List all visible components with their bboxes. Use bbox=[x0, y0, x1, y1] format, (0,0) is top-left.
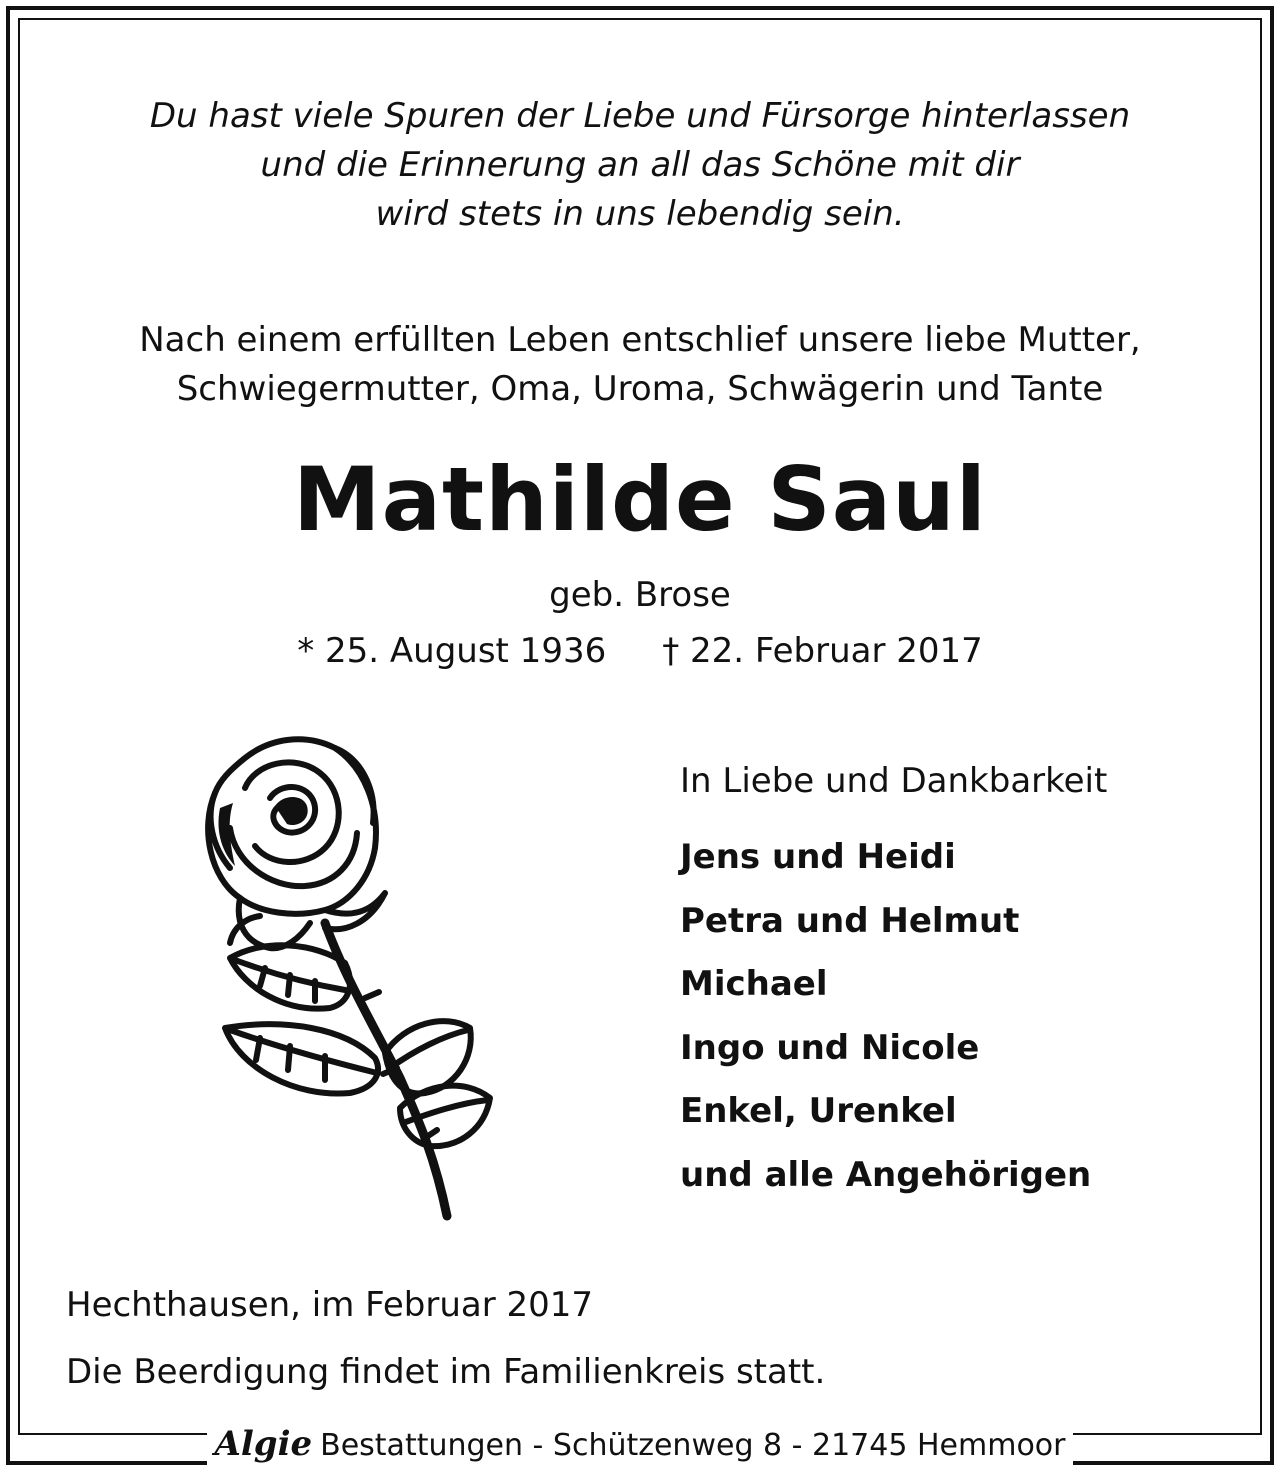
funeral-note: Die Beerdigung findet im Familienkreis statt. bbox=[66, 1352, 826, 1392]
deceased-name: Mathilde Saul bbox=[293, 448, 987, 551]
list-item: Michael bbox=[680, 964, 828, 1004]
quote-line-1: Du hast viele Spuren der Liebe und Fürsorge hinterlassen bbox=[149, 96, 1131, 136]
undertaker-address: Bestattungen - Schützenweg 8 - 21745 Hemmoor bbox=[320, 1428, 1066, 1463]
announcement-intro bbox=[0, 316, 1280, 414]
quote-line-2: und die Erinnerung an all das Schöne mit dir bbox=[260, 145, 1020, 185]
list-item: Ingo und Nicole bbox=[680, 1027, 980, 1068]
intro-line-1: Nach einem erfüllten Leben entschlief unsere liebe Mutter, bbox=[139, 320, 1141, 360]
birth-date: * 25. August 1936 bbox=[297, 631, 607, 671]
rose-icon bbox=[185, 728, 505, 1228]
undertaker-line bbox=[0, 1422, 1280, 1468]
undertaker-label bbox=[207, 1422, 1074, 1468]
undertaker-logo: Algie bbox=[214, 1424, 313, 1464]
list-item: Jens und Heidi bbox=[680, 837, 956, 877]
quote-line-3: wird stets in uns lebendig sein. bbox=[375, 194, 905, 234]
list-item: Enkel, Urenkel bbox=[680, 1091, 957, 1131]
maiden-name: geb. Brose bbox=[549, 575, 731, 615]
life-dates bbox=[0, 628, 1280, 674]
list-item: Petra und Helmut bbox=[680, 900, 1020, 941]
list-item: und alle Angehörigen bbox=[680, 1154, 1092, 1195]
mourners-list bbox=[680, 756, 1240, 1207]
intro-line-2: Schwiegermutter, Oma, Uroma, Schwägerin und Tante bbox=[176, 369, 1104, 409]
memorial-quote bbox=[0, 92, 1280, 239]
death-date: † 22. Februar 2017 bbox=[662, 631, 983, 671]
place-and-date: Hechthausen, im Februar 2017 bbox=[66, 1285, 594, 1325]
dedication-line: In Liebe und Dankbarkeit bbox=[680, 761, 1108, 801]
